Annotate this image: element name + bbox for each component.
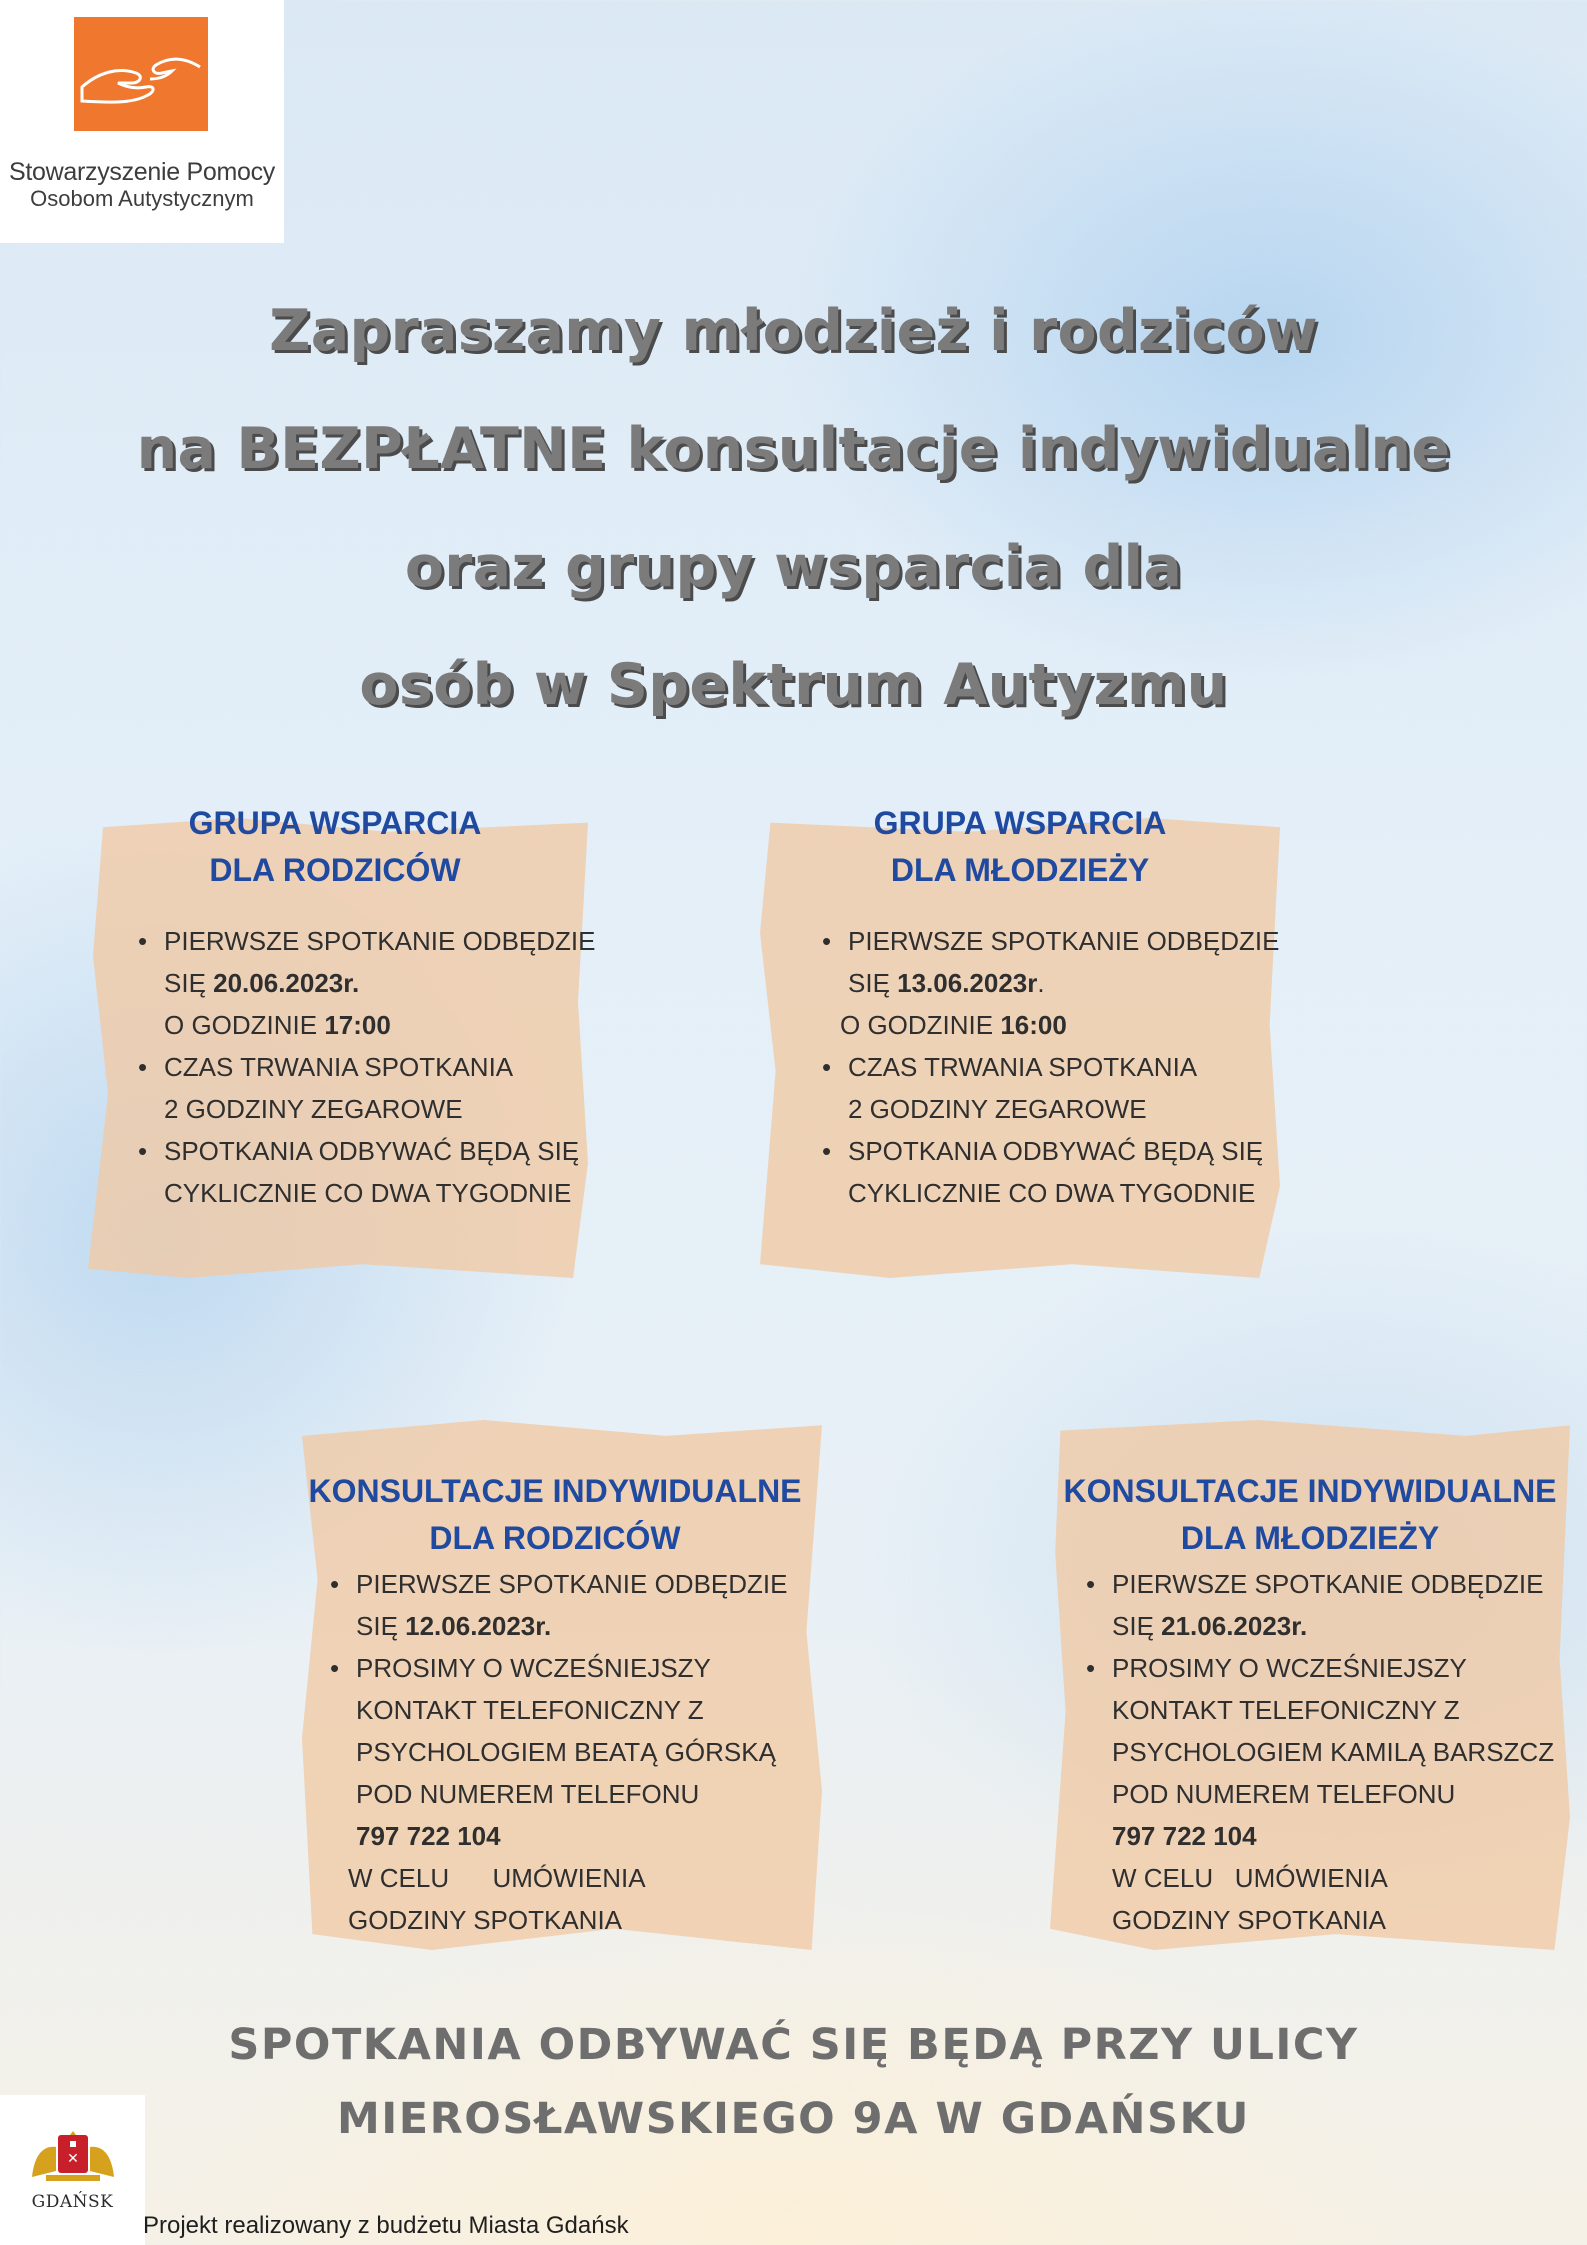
heading-line: KONSULTACJE INDYWIDUALNE: [1063, 1473, 1557, 1509]
gdansk-logo: [0, 2095, 145, 2245]
list-item-cont: W CELU UMÓWIENIA: [348, 1863, 646, 1893]
list-item-cont: GODZINY SPOTKANIA: [348, 1905, 623, 1935]
list-item: • PIERWSZE SPOTKANIE ODBĘDZIE: [138, 920, 596, 962]
gdansk-crest-icon: [28, 2127, 118, 2185]
list-item: • SPOTKANIA ODBYWAĆ BĘDĄ SIĘ: [822, 1130, 1280, 1172]
list-item-cont: PSYCHOLOGIEM KAMILĄ BARSZCZ: [1112, 1737, 1555, 1767]
list-item-cont: POD NUMEREM TELEFONU: [356, 1779, 700, 1809]
list-item-cont: CYKLICZNIE CO DWA TYGODNIE: [164, 1178, 572, 1208]
list-item-cont: 2 GODZINY ZEGAROWE: [164, 1094, 463, 1124]
meeting-date: 20.06.2023r.: [213, 968, 360, 998]
meeting-date: 12.06.2023r.: [405, 1611, 552, 1641]
svg-text:✕: ✕: [67, 2151, 79, 2167]
list-item-cont: SIĘ 20.06.2023r.: [164, 968, 360, 998]
list-item-cont: SIĘ 21.06.2023r.: [1112, 1611, 1308, 1641]
meeting-time: 16:00: [1000, 1010, 1067, 1040]
logo-text-line2: Osobom Autystycznym: [30, 186, 254, 211]
address-line-1: SPOTKANIA ODBYWAĆ SIĘ BĘDĄ PRZY ULICY: [228, 2020, 1359, 2070]
title-line-4: osób w Spektrum Autyzmu: [359, 652, 1228, 718]
list-item-cont: GODZINY SPOTKANIA: [1112, 1905, 1387, 1935]
phone-number: 797 722 104: [1112, 1821, 1257, 1851]
meeting-date: 13.06.2023r: [897, 968, 1038, 998]
list-item: • PROSIMY O WCZEŚNIEJSZY: [1086, 1647, 1554, 1689]
address-line-2: MIEROSŁAWSKIEGO 9A W GDAŃSKU: [337, 2094, 1250, 2144]
list-item-cont: KONTAKT TELEFONICZNY Z: [1112, 1695, 1460, 1725]
association-logo: [0, 0, 284, 243]
meeting-time: 17:00: [324, 1010, 391, 1040]
heading-line: DLA MŁODZIEŻY: [890, 852, 1150, 888]
list-item-cont: SIĘ 13.06.2023r.: [848, 968, 1045, 998]
hands-logo-icon: [74, 17, 208, 131]
section-heading-youth-group: [780, 800, 1260, 894]
meeting-date: 21.06.2023r.: [1161, 1611, 1308, 1641]
youth-consultation-list: [1086, 1563, 1554, 1941]
list-item-cont: 2 GODZINY ZEGAROWE: [848, 1094, 1147, 1124]
list-item-cont: KONTAKT TELEFONICZNY Z: [356, 1695, 704, 1725]
list-item-cont: PSYCHOLOGIEM BEATĄ GÓRSKĄ: [356, 1737, 776, 1767]
title-line-3: oraz grupy wsparcia dla: [404, 534, 1183, 600]
list-item-cont: O GODZINIE 17:00: [164, 1010, 391, 1040]
list-item: • PIERWSZE SPOTKANIE ODBĘDZIE: [822, 920, 1280, 962]
section-heading-parents-consultation: [275, 1468, 835, 1562]
section-heading-youth-consultation: [1030, 1468, 1587, 1562]
heading-line: DLA RODZICÓW: [209, 852, 461, 888]
heading-line: GRUPA WSPARCIA: [188, 805, 482, 841]
heading-line: DLA MŁODZIEŻY: [1180, 1520, 1440, 1556]
list-item: • PIERWSZE SPOTKANIE ODBĘDZIE: [1086, 1563, 1554, 1605]
gdansk-logo-label: GDAŃSK: [31, 2192, 114, 2212]
list-item-cont: O GODZINIE 16:00: [840, 1010, 1067, 1040]
title-line-1: Zapraszamy młodzież i rodziców: [269, 298, 1318, 364]
heading-line: DLA RODZICÓW: [429, 1520, 681, 1556]
parents-consultation-list: [330, 1563, 788, 1941]
title-line-2: na BEZPŁATNE konsultacje indywidualne: [136, 416, 1451, 482]
list-item-cont: W CELU UMÓWIENIA: [1112, 1863, 1388, 1893]
list-item: • CZAS TRWANIA SPOTKANIA: [822, 1046, 1280, 1088]
list-item-cont: SIĘ 12.06.2023r.: [356, 1611, 552, 1641]
heading-line: GRUPA WSPARCIA: [873, 805, 1167, 841]
heading-line: KONSULTACJE INDYWIDUALNE: [308, 1473, 802, 1509]
page-title: [0, 272, 1587, 744]
youth-group-list: [822, 920, 1280, 1214]
list-item-cont: CYKLICZNIE CO DWA TYGODNIE: [848, 1178, 1256, 1208]
parents-group-list: [138, 920, 596, 1214]
list-item: • CZAS TRWANIA SPOTKANIA: [138, 1046, 596, 1088]
section-heading-parents-group: [95, 800, 575, 894]
phone-number: 797 722 104: [356, 1821, 501, 1851]
list-item-cont: POD NUMEREM TELEFONU: [1112, 1779, 1456, 1809]
list-item: • PIERWSZE SPOTKANIE ODBĘDZIE: [330, 1563, 788, 1605]
logo-text-line1: Stowarzyszenie Pomocy: [8, 158, 276, 186]
list-item: • PROSIMY O WCZEŚNIEJSZY: [330, 1647, 788, 1689]
list-item: • SPOTKANIA ODBYWAĆ BĘDĄ SIĘ: [138, 1130, 596, 1172]
footnote: Projekt realizowany z budżetu Miasta Gdańsk: [143, 2212, 629, 2239]
